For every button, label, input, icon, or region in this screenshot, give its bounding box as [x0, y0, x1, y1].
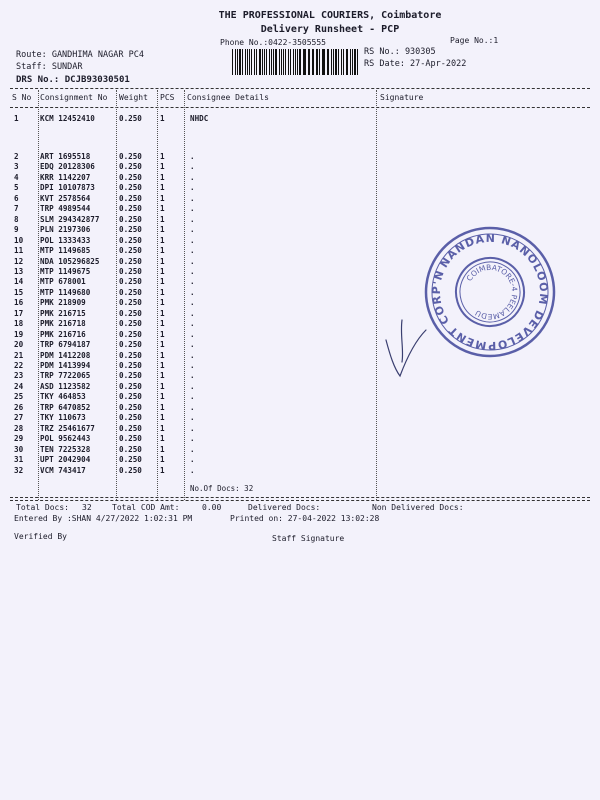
cell-consignee: . — [190, 266, 195, 276]
drs-number: DRS No.: DCJB93030501 — [16, 75, 130, 85]
table-bottom-rule-2 — [10, 500, 590, 501]
cell-weight: 0.250 — [119, 204, 142, 214]
table-row — [12, 152, 212, 162]
cell-weight: 0.250 — [119, 308, 142, 318]
cell-cons: VCM 743417 — [40, 465, 86, 475]
cell-consignee: NHDC — [190, 114, 209, 123]
staff-signature: Staff Signature — [272, 534, 345, 543]
cell-cons: TEN 7225328 — [40, 444, 91, 454]
delivered-docs-label: Delivered Docs: — [248, 503, 321, 512]
barcode-bar — [304, 49, 305, 75]
cell-pcs: 1 — [160, 277, 165, 287]
cell-consignee: . — [190, 402, 195, 412]
document-title: Delivery Runsheet - PCP — [260, 24, 400, 35]
table-bottom-rule — [10, 497, 590, 498]
cell-weight: 0.250 — [119, 402, 142, 412]
cell-consignee: . — [190, 246, 195, 256]
table-row — [12, 257, 212, 267]
cell-pcs: 1 — [160, 246, 165, 256]
cell-consignee: . — [190, 350, 195, 360]
table-row — [12, 246, 212, 256]
barcode-bar — [322, 49, 323, 75]
cell-cons: NDA 105296825 — [40, 256, 100, 266]
barcode-bar — [283, 49, 284, 75]
table-row — [12, 236, 212, 246]
barcode-bar — [285, 49, 286, 75]
barcode-bar — [346, 49, 347, 75]
barcode-bar — [279, 49, 280, 75]
cell-cons: EDQ 20128306 — [40, 162, 95, 172]
barcode-bar — [262, 49, 263, 75]
barcode-bar — [312, 49, 313, 75]
table-row — [12, 413, 212, 423]
cell-sno: 12 — [14, 256, 24, 266]
cell-weight: 0.250 — [119, 277, 142, 287]
cell-consignee: . — [190, 225, 195, 235]
barcode-bar — [303, 49, 304, 75]
cell-pcs: 1 — [160, 193, 165, 203]
cell-cons: KVT 2578564 — [40, 193, 91, 203]
cell-weight: 0.250 — [119, 444, 142, 454]
cell-weight: 0.250 — [119, 183, 142, 193]
cell-sno: 15 — [14, 287, 24, 297]
cell-cons: PMK 216715 — [40, 308, 86, 318]
cell-cons: TKY 110673 — [40, 413, 86, 423]
cell-sno: 14 — [14, 277, 24, 287]
cell-consignee: . — [190, 214, 195, 224]
cell-sno: 30 — [14, 444, 24, 454]
cell-weight: 0.250 — [119, 225, 142, 235]
cell-weight: 0.250 — [119, 329, 142, 339]
cell-sno: 5 — [14, 183, 19, 193]
cell-cons: PDM 1412208 — [40, 350, 91, 360]
signature-tick-mark — [380, 300, 440, 390]
cell-consignee: . — [190, 392, 195, 402]
cell-consignee: . — [190, 423, 195, 433]
barcode-bar — [247, 49, 248, 75]
cell-cons: TRZ 25461677 — [40, 423, 95, 433]
cell-pcs: 1 — [160, 413, 165, 423]
total-cod-value: 0.00 — [202, 503, 222, 512]
barcode-bar — [266, 49, 267, 75]
cell-weight: 0.250 — [119, 423, 142, 433]
cell-consignee: . — [190, 444, 195, 454]
barcode-bar — [299, 49, 301, 75]
cell-weight: 0.250 — [119, 287, 142, 297]
cell-sno: 31 — [14, 455, 24, 465]
barcode-bar — [235, 49, 236, 75]
cell-weight: 0.250 — [119, 371, 142, 381]
table-row — [12, 225, 212, 235]
phone-number: Phone No.:0422-3505555 — [220, 38, 326, 47]
cell-consignee: . — [190, 162, 195, 172]
barcode-bar — [319, 49, 320, 75]
cell-weight: 0.250 — [119, 392, 142, 402]
cell-sno: 25 — [14, 392, 24, 402]
barcode-bar — [293, 49, 294, 75]
barcode-bar — [273, 49, 274, 75]
barcode-bar — [338, 49, 339, 75]
cell-consignee: . — [190, 361, 195, 370]
table-row — [12, 277, 212, 287]
cell-consignee: . — [190, 152, 195, 161]
cell-sno: 24 — [14, 381, 24, 391]
cell-cons: PMK 216716 — [40, 329, 86, 339]
cell-consignee: . — [190, 319, 195, 329]
cell-pcs: 1 — [160, 214, 165, 224]
company-title: THE PROFESSIONAL COURIERS, Coimbatore — [218, 10, 442, 21]
cell-cons: ART 1695518 — [40, 152, 91, 161]
cell-sno: 18 — [14, 319, 24, 329]
cell-sno: 32 — [14, 465, 24, 475]
barcode-bar — [259, 49, 261, 75]
table-row — [12, 330, 212, 340]
table-row — [12, 351, 212, 361]
total-docs-value: 32 — [82, 503, 92, 512]
cell-sno: 13 — [14, 266, 24, 276]
cell-consignee: . — [190, 193, 195, 203]
cell-pcs: 1 — [160, 350, 165, 360]
cell-cons: POL 1333433 — [40, 235, 91, 245]
col-header-consignee: Consignee Details — [187, 93, 269, 102]
verified-by: Verified By — [14, 532, 67, 541]
cell-pcs: 1 — [160, 183, 165, 193]
cell-consignee: . — [190, 340, 195, 350]
cell-consignee: . — [190, 204, 195, 214]
barcode-bar — [256, 49, 257, 75]
barcode-bar — [271, 49, 272, 75]
barcode-bar — [335, 49, 337, 75]
cell-sno: 22 — [14, 361, 24, 370]
table-header-rule — [10, 107, 590, 108]
table-row — [12, 361, 212, 371]
cell-cons: TRP 6794187 — [40, 340, 91, 350]
cell-cons: PDM 1413994 — [40, 361, 91, 370]
cell-consignee: . — [190, 256, 195, 266]
table-row — [12, 204, 212, 214]
cell-pcs: 1 — [160, 256, 165, 266]
col-header-sno: S No — [12, 93, 32, 102]
cell-pcs: 1 — [160, 381, 165, 391]
cell-weight: 0.250 — [119, 455, 142, 465]
cell-weight: 0.250 — [119, 235, 142, 245]
cell-pcs: 1 — [160, 162, 165, 172]
barcode-bar — [232, 49, 233, 75]
cell-consignee: . — [190, 465, 195, 475]
cell-pcs: 1 — [160, 152, 165, 161]
cell-weight: 0.250 — [119, 162, 142, 172]
cell-cons: PLN 2197306 — [40, 225, 91, 235]
cell-pcs: 1 — [160, 287, 165, 297]
barcode-bar — [333, 49, 334, 75]
total-docs-label: Total Docs: — [16, 503, 69, 512]
cell-consignee: . — [190, 371, 195, 381]
cell-cons: PMK 216718 — [40, 319, 86, 329]
svg-text:NANDAN NANOLOOM DEVELOPMENT CO: NANDAN NANOLOOM DEVELOPMENT CORP'N — [429, 231, 551, 353]
barcode-bar — [308, 49, 309, 75]
barcode-bar — [350, 49, 351, 75]
cell-cons: SLM 294342877 — [40, 214, 100, 224]
cell-sno: 19 — [14, 329, 24, 339]
cell-cons: MTP 1149685 — [40, 246, 91, 256]
cell-cons: TRP 4989544 — [40, 204, 91, 214]
cell-cons: MTP 1149675 — [40, 266, 91, 276]
col-header-weight: Weight — [119, 93, 148, 102]
cell-weight: 0.250 — [119, 114, 142, 123]
entered-by: Entered By :SHAN 4/27/2022 1:02:31 PM — [14, 514, 193, 523]
cell-weight: 0.250 — [119, 361, 142, 370]
barcode-bar — [357, 49, 358, 75]
cell-pcs: 1 — [160, 465, 165, 475]
table-row — [12, 267, 212, 277]
cell-sno: 16 — [14, 298, 24, 308]
table-row — [12, 162, 212, 172]
cell-pcs: 1 — [160, 455, 165, 465]
cell-sno: 17 — [14, 308, 24, 318]
cell-weight: 0.250 — [119, 413, 142, 423]
cell-pcs: 1 — [160, 434, 165, 444]
cell-sno: 26 — [14, 402, 24, 412]
cell-weight: 0.250 — [119, 214, 142, 224]
cell-pcs: 1 — [160, 444, 165, 454]
cell-pcs: 1 — [160, 172, 165, 182]
cell-sno: 21 — [14, 350, 24, 360]
company-stamp — [420, 222, 560, 362]
cell-consignee: . — [190, 413, 195, 423]
cell-cons: ASD 1123582 — [40, 381, 91, 391]
barcode-bar — [309, 49, 310, 75]
cell-sno: 11 — [14, 246, 24, 256]
cell-pcs: 1 — [160, 319, 165, 329]
cell-sno: 6 — [14, 193, 19, 203]
barcode-bar — [328, 49, 329, 75]
table-top-rule — [10, 88, 590, 89]
table-row — [12, 382, 212, 392]
barcode-bar — [239, 49, 240, 75]
rs-date: RS Date: 27-Apr-2022 — [364, 59, 467, 69]
total-cod-label: Total COD Amt: — [112, 503, 180, 512]
cell-sno: 20 — [14, 340, 24, 350]
cell-weight: 0.250 — [119, 266, 142, 276]
barcode-bar — [237, 49, 238, 75]
barcode-bar — [288, 49, 289, 75]
cell-weight: 0.250 — [119, 172, 142, 182]
cell-weight: 0.250 — [119, 465, 142, 475]
barcode — [232, 49, 360, 75]
barcode-bar — [327, 49, 328, 75]
barcode-bar — [331, 49, 332, 75]
table-row — [12, 466, 212, 476]
cell-weight: 0.250 — [119, 256, 142, 266]
barcode-bar — [295, 49, 296, 75]
cell-cons: MTP 1149680 — [40, 287, 91, 297]
cell-pcs: 1 — [160, 423, 165, 433]
barcode-bar — [249, 49, 250, 75]
col-header-pcs: PCS — [160, 93, 175, 102]
route-label: Route: GANDHIMA NAGAR PC4 — [16, 50, 144, 60]
staff-label: Staff: SUNDAR — [16, 62, 83, 72]
cell-pcs: 1 — [160, 371, 165, 381]
cell-consignee: . — [190, 329, 195, 339]
table-row — [12, 371, 212, 381]
table-row — [12, 215, 212, 225]
table-row — [12, 340, 212, 350]
cell-cons: DPI 10107873 — [40, 183, 95, 193]
cell-cons: UPT 2042904 — [40, 455, 91, 465]
table-row — [12, 183, 212, 193]
cell-pcs: 1 — [160, 298, 165, 308]
col-header-consignment: Consignment No — [40, 93, 108, 102]
cell-weight: 0.250 — [119, 246, 142, 256]
cell-sno: 2 — [14, 152, 19, 161]
cell-consignee: . — [190, 455, 195, 465]
cell-pcs: 1 — [160, 340, 165, 350]
barcode-bar — [275, 49, 277, 75]
cell-sno: 23 — [14, 371, 24, 381]
cell-sno: 27 — [14, 413, 24, 423]
table-row — [12, 194, 212, 204]
cell-consignee: . — [190, 308, 195, 318]
cell-consignee: . — [190, 434, 195, 444]
barcode-bar — [323, 49, 324, 75]
table-row — [12, 434, 212, 444]
table-row — [12, 392, 212, 402]
barcode-bar — [316, 49, 318, 75]
cell-pcs: 1 — [160, 308, 165, 318]
cell-sno: 28 — [14, 423, 24, 433]
table-row — [12, 114, 212, 124]
barcode-bar — [297, 49, 298, 75]
cell-sno: 4 — [14, 172, 19, 182]
barcode-bar — [290, 49, 291, 75]
col-divider — [376, 90, 377, 500]
cell-weight: 0.250 — [119, 350, 142, 360]
cell-cons: KRR 1142207 — [40, 172, 91, 182]
cell-consignee: . — [190, 183, 195, 193]
table-row — [12, 298, 212, 308]
cell-weight: 0.250 — [119, 319, 142, 329]
barcode-bar — [354, 49, 355, 75]
table-row — [12, 455, 212, 465]
cell-sno: 1 — [14, 114, 19, 123]
barcode-bar — [245, 49, 246, 75]
table-row — [12, 288, 212, 298]
cell-consignee: . — [190, 172, 195, 182]
table-row — [12, 319, 212, 329]
table-row — [12, 424, 212, 434]
cell-pcs: 1 — [160, 235, 165, 245]
page-number: Page No.:1 — [450, 36, 499, 45]
cell-consignee: . — [190, 235, 195, 245]
barcode-bar — [343, 49, 344, 75]
barcode-bar — [313, 49, 314, 75]
printed-on: Printed on: 27-04-2022 13:02:28 — [230, 514, 380, 523]
cell-pcs: 1 — [160, 204, 165, 214]
table-row — [12, 173, 212, 183]
barcode-bar — [254, 49, 255, 75]
non-delivered-docs-label: Non Delivered Docs: — [372, 503, 464, 512]
cell-sno: 3 — [14, 162, 19, 172]
cell-weight: 0.250 — [119, 152, 142, 161]
cell-consignee: . — [190, 277, 195, 287]
table-row — [12, 403, 212, 413]
cell-consignee: . — [190, 287, 195, 297]
cell-weight: 0.250 — [119, 434, 142, 444]
cell-pcs: 1 — [160, 114, 165, 123]
svg-text:COIMBATORE-4 PEELAMEDU: COIMBATORE-4 PEELAMEDU — [464, 262, 520, 322]
barcode-bar — [352, 49, 353, 75]
cell-cons: TRP 6470852 — [40, 402, 91, 412]
cell-sno: 9 — [14, 225, 19, 235]
barcode-bar — [242, 49, 244, 75]
no-of-docs: No.Of Docs: 32 — [190, 484, 254, 493]
barcode-bar — [347, 49, 348, 75]
cell-weight: 0.250 — [119, 298, 142, 308]
cell-sno: 7 — [14, 204, 19, 214]
cell-sno: 8 — [14, 214, 19, 224]
cell-weight: 0.250 — [119, 340, 142, 350]
barcode-bar — [264, 49, 265, 75]
cell-pcs: 1 — [160, 225, 165, 235]
cell-cons: TKY 464853 — [40, 392, 86, 402]
cell-pcs: 1 — [160, 266, 165, 276]
table-row — [12, 445, 212, 455]
cell-pcs: 1 — [160, 402, 165, 412]
cell-cons: MTP 678001 — [40, 277, 86, 287]
barcode-bar — [251, 49, 252, 75]
cell-weight: 0.250 — [119, 193, 142, 203]
cell-sno: 29 — [14, 434, 24, 444]
cell-sno: 10 — [14, 235, 24, 245]
barcode-bar — [281, 49, 282, 75]
rs-number: RS No.: 930305 — [364, 47, 436, 57]
barcode-bar — [269, 49, 270, 75]
col-header-signature: Signature — [380, 93, 424, 102]
cell-pcs: 1 — [160, 361, 165, 370]
cell-cons: PMK 218909 — [40, 298, 86, 308]
cell-cons: KCM 12452410 — [40, 114, 95, 123]
barcode-bar — [341, 49, 342, 75]
cell-consignee: . — [190, 381, 195, 391]
cell-pcs: 1 — [160, 329, 165, 339]
table-row — [12, 309, 212, 319]
cell-weight: 0.250 — [119, 381, 142, 391]
cell-cons: POL 9562443 — [40, 434, 91, 444]
cell-pcs: 1 — [160, 392, 165, 402]
cell-cons: TRP 7722065 — [40, 371, 91, 381]
cell-consignee: . — [190, 298, 195, 308]
